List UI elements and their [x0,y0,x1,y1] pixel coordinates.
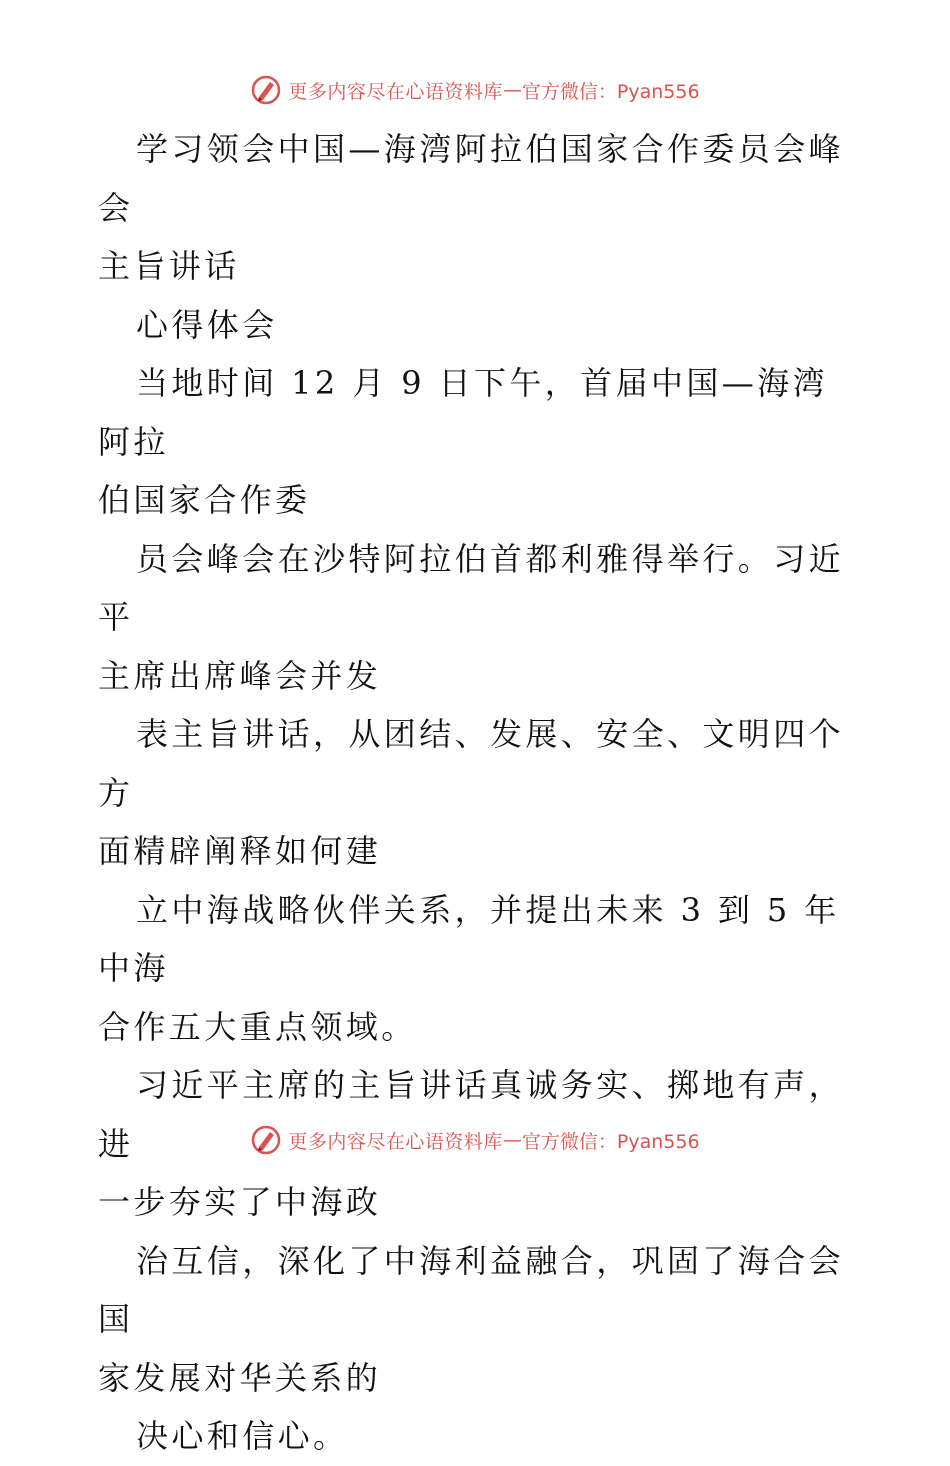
paragraph: 当地时间 12 月 9 日下午，首届中国—海湾阿拉 伯国家合作委 [98,364,828,519]
banner-separator: — [502,1129,522,1151]
paragraph: 习近平主席的主旨讲话真诚务实、掷地有声，进 一步夯实了中海政 [98,1066,845,1221]
paragraph: 心得体会 [136,305,278,344]
paragraph: 决心和信心。 [136,1417,349,1455]
paragraph: 治互信，深化了中海利益融合，巩固了海合会国 家发展对华关系的 [98,1241,845,1397]
paragraph: 表主旨讲话，从团结、发展、安全、文明四个方 面精辟阐释如何建 [98,715,845,870]
paragraph: 学习领会中国—海湾阿拉伯国家合作委员会峰会 主旨讲话 [98,130,845,285]
banner-wechat: 官方微信：Pyan556 [521,1130,700,1153]
document-body [98,120,858,1466]
pen-logo-icon [250,74,282,106]
banner-separator: — [502,79,522,101]
pen-logo-icon [250,1124,282,1156]
paragraph: 立中海战略伙伴关系，并提出未来 3 到 5 年中海 合作五大重点领域。 [98,890,840,1046]
banner-text: 更多内容尽在心语资料库 [288,80,503,103]
paragraph: 员会峰会在沙特阿拉伯首都利雅得举行。习近平 主席出席峰会并发 [98,539,845,695]
footer-banner [0,1120,950,1160]
banner-text: 更多内容尽在心语资料库 [288,1130,503,1153]
header-banner [0,70,950,110]
banner-wechat: 官方微信：Pyan556 [521,80,700,103]
